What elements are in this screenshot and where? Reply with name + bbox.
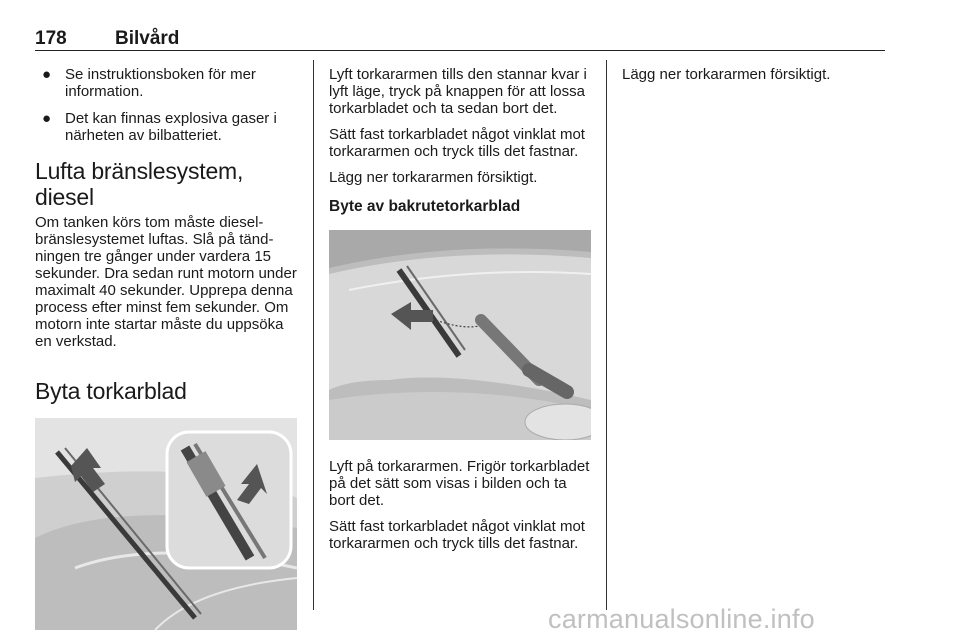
paragraph: Lägg ner torkararmen försiktigt. [622,66,831,83]
page-header [35,28,885,50]
bullet-icon: ● [42,66,52,83]
heading-wiper-blade: Byta torkarblad [35,378,187,404]
list-item [35,66,303,100]
bullet-text: Se instruktionsboken för mer information. [65,66,256,100]
column-divider-2 [606,60,607,610]
column-1 [35,66,303,630]
paragraph: Lyft på torkararmen. Frigör torkarbladet på det sätt som visas i bilden och ta bort det. [329,458,590,509]
paragraph: Sätt fast torkarbladet något vinklat mot torkararmen och tryck tills det fastnar. [329,126,585,160]
front-wiper-illustration [35,418,297,630]
bullet-icon: ● [42,110,52,127]
paragraph: Sätt fast torkarbladet något vinklat mot torkararmen och tryck tills det fastnar. [329,518,585,552]
heading-rear-wiper: Byte av bakrutetorkarblad [329,198,521,215]
page-number: 178 [35,28,67,49]
header-rule [35,50,885,51]
paragraph: Lyft torkararmen tills den stannar kvar i lyft läge, tryck på knappen för att lossa torkarbladet och ta sedan bort det. [329,66,587,117]
rear-wiper-illustration [329,230,591,440]
section-title: Bilvård [115,28,180,49]
list-item [35,110,303,144]
heading-fuel-bleed: Lufta bränslesystem, diesel [35,158,244,210]
bullet-text: Det kan finnas explosiva gaser i närheten av bilbatteriet. [65,110,277,144]
column-3 [622,66,887,92]
paragraph: Lägg ner torkararmen försiktigt. [329,169,538,186]
bullet-list [35,66,303,144]
column-2 [329,66,594,561]
column-divider-1 [313,60,314,610]
watermark: carmanualsonline.info [548,604,815,634]
paragraph: Om tanken körs tom måste dieselbränslesystemet luftas. Slå på tändningen tre gånger under vardera 15 sekunder. Dra sedan runt motorn under maximalt 40 sekunder. Upprepa denna process efter minst fem sekunder. Om motorn inte startar måste du uppsöka en verkstad. [35,214,297,350]
